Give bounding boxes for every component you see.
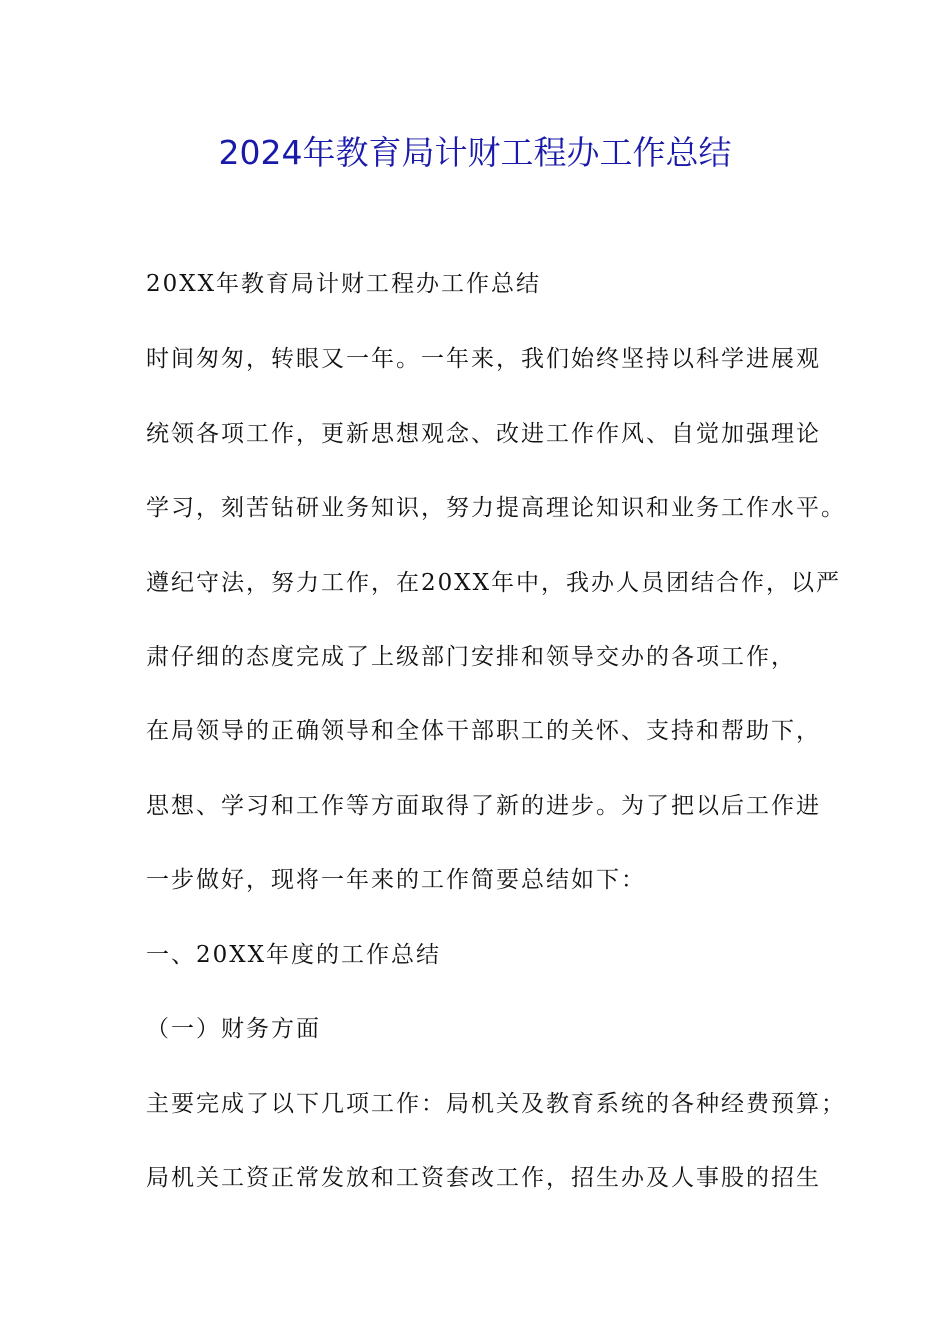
section-heading: 一、20XX年度的工作总结 bbox=[146, 942, 442, 968]
body-line: 时间匆匆，转眼又一年。一年来，我们始终坚持以科学进展观 bbox=[146, 346, 821, 372]
body-line: 在局领导的正确领导和全体干部职工的关怀、支持和帮助下， bbox=[146, 718, 821, 744]
document-title: 2024年教育局计财工程办工作总结 bbox=[218, 133, 732, 172]
subtitle-line: 20XX年教育局计财工程办工作总结 bbox=[146, 271, 542, 297]
body-line: 主要完成了以下几项工作：局机关及教育系统的各种经费预算； bbox=[146, 1091, 846, 1117]
body-line: 一步做好，现将一年来的工作简要总结如下： bbox=[146, 867, 646, 893]
body-line: 遵纪守法，努力工作，在20XX年中，我办人员团结合作，以严 bbox=[146, 570, 842, 596]
body-line: 局机关工资正常发放和工资套改工作，招生办及人事股的招生 bbox=[146, 1165, 821, 1191]
subsection-heading: （一）财务方面 bbox=[146, 1016, 321, 1042]
body-line: 统领各项工作，更新思想观念、改进工作作风、自觉加强理论 bbox=[146, 421, 821, 447]
body-line: 思想、学习和工作等方面取得了新的进步。为了把以后工作进 bbox=[146, 793, 821, 819]
body-line: 肃仔细的态度完成了上级部门安排和领导交办的各项工作， bbox=[146, 644, 796, 670]
body-line: 学习，刻苦钻研业务知识，努力提高理论知识和业务工作水平。 bbox=[146, 495, 846, 521]
